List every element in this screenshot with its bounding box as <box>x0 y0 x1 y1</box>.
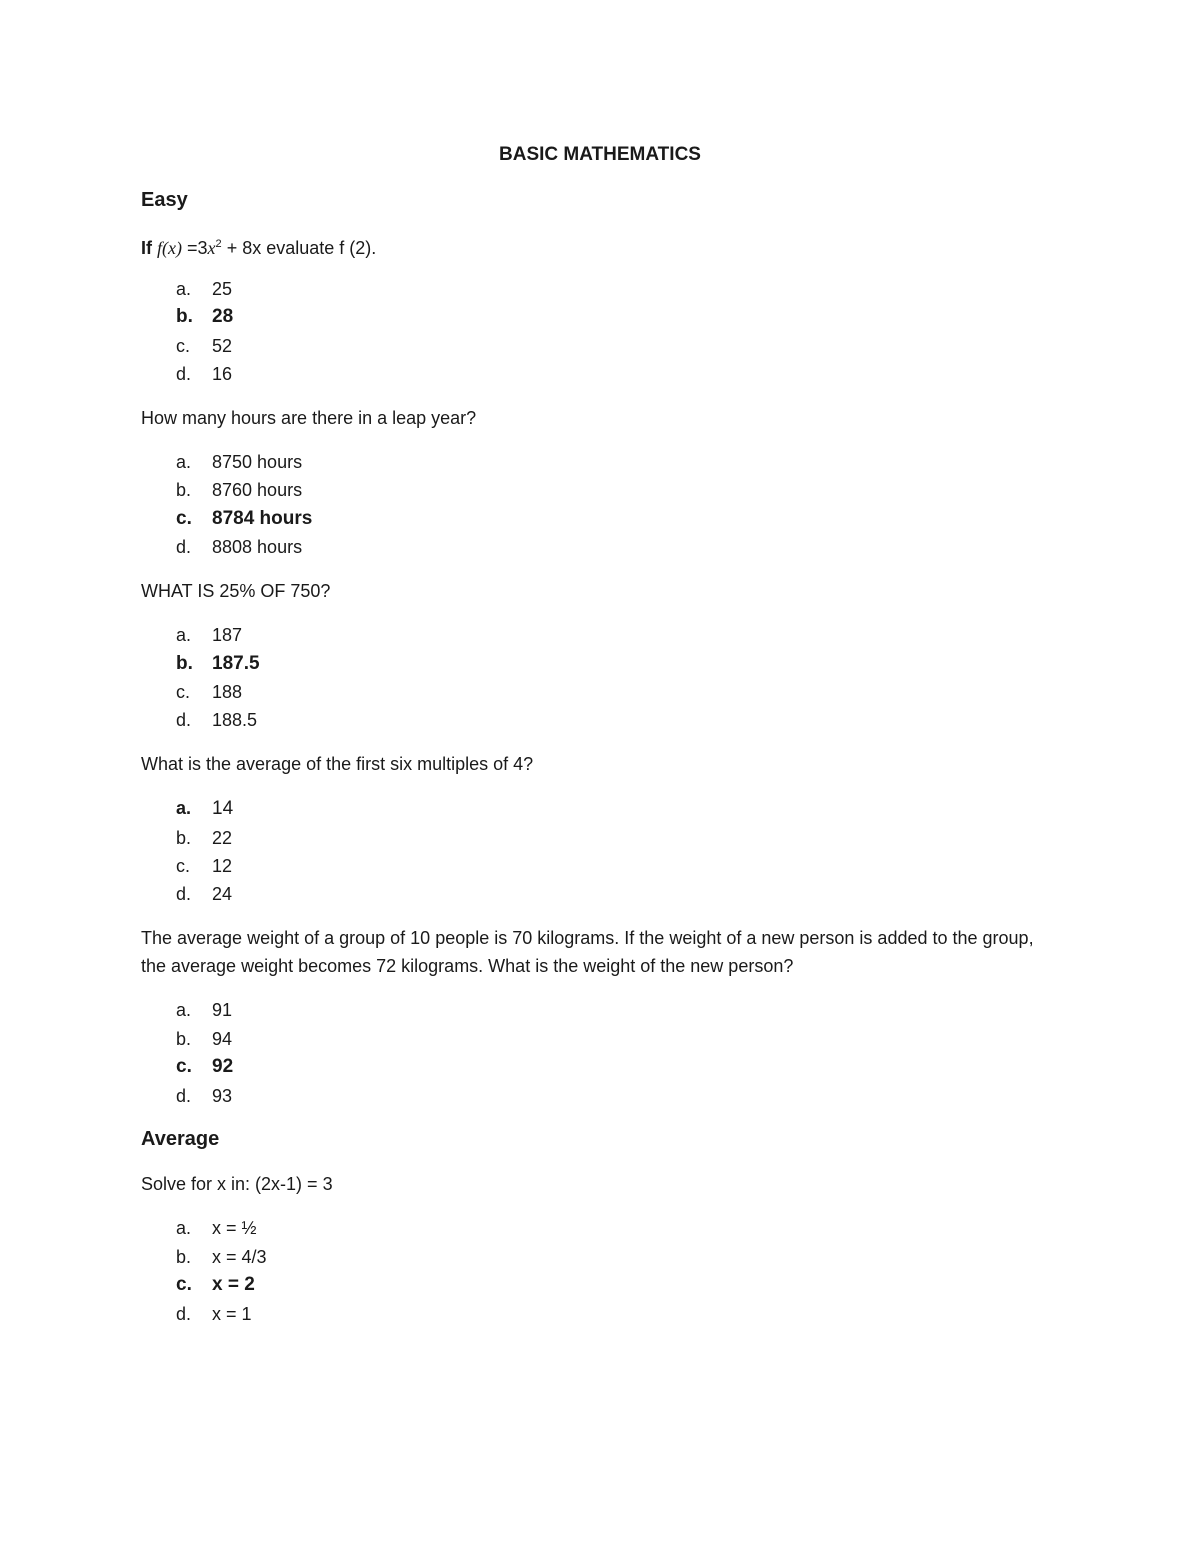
section-heading-average: Average <box>141 1128 220 1150</box>
option-label: d. <box>176 884 192 904</box>
question-4: What is the average of the first six multiples of 4? <box>141 754 534 774</box>
option-text: 8750 hours <box>212 452 303 472</box>
section-heading-easy: Easy <box>141 189 188 211</box>
option-label: d. <box>176 1086 192 1106</box>
option-q6-b <box>176 1243 267 1271</box>
option-q6-a <box>176 1214 257 1242</box>
option-text: 25 <box>212 279 233 299</box>
option-q3-d <box>176 706 257 734</box>
page-title: BASIC MATHEMATICS <box>499 144 701 165</box>
option-label: c. <box>176 856 191 876</box>
option-label: b. <box>176 306 193 327</box>
option-label: d. <box>176 364 192 384</box>
option-text: x = 4/3 <box>212 1247 267 1267</box>
option-text: x = ½ <box>212 1218 257 1238</box>
option-q5-a <box>176 996 232 1024</box>
option-label: c. <box>176 508 192 529</box>
question-1-function: f(x) <box>157 238 182 258</box>
option-text: 93 <box>212 1086 233 1106</box>
question-1-exponent: 2 <box>215 238 222 250</box>
option-label: b. <box>176 653 193 674</box>
question-1-rest: + 8x evaluate f (2). <box>226 238 377 258</box>
option-q1-b-correct <box>176 303 233 331</box>
option-text: 92 <box>212 1056 234 1077</box>
option-label: a. <box>176 1000 192 1020</box>
option-label: b. <box>176 828 192 848</box>
option-label: a. <box>176 798 192 818</box>
option-text: 8808 hours <box>212 537 303 557</box>
option-text: 8760 hours <box>212 480 303 500</box>
option-text: 187 <box>212 625 243 645</box>
option-label: c. <box>176 1056 192 1077</box>
option-q2-b <box>176 476 302 504</box>
option-text: 28 <box>212 306 234 327</box>
option-text: 8784 hours <box>212 508 313 529</box>
option-q2-d <box>176 533 302 561</box>
option-text: 14 <box>212 798 234 819</box>
option-q3-a <box>176 621 242 649</box>
option-label: d. <box>176 537 192 557</box>
option-text: 91 <box>212 1000 233 1020</box>
option-q4-c <box>176 852 232 880</box>
option-text: x = 1 <box>212 1304 252 1324</box>
option-text: x = 2 <box>212 1274 255 1295</box>
option-q4-b <box>176 824 232 852</box>
option-q1-a <box>176 275 232 303</box>
option-q6-c-correct <box>176 1271 255 1299</box>
option-label: a. <box>176 1218 192 1238</box>
option-label: b. <box>176 1029 192 1049</box>
option-label: a. <box>176 279 192 299</box>
question-2: How many hours are there in a leap year? <box>141 408 477 428</box>
question-1 <box>141 230 1061 262</box>
option-q6-d <box>176 1300 252 1328</box>
option-label: b. <box>176 480 192 500</box>
option-label: a. <box>176 625 192 645</box>
option-text: 24 <box>212 884 233 904</box>
option-label: c. <box>176 336 191 356</box>
option-q3-c <box>176 678 242 706</box>
option-q1-d <box>176 360 232 388</box>
option-q5-b <box>176 1025 232 1053</box>
option-q5-d <box>176 1082 232 1110</box>
option-label: b. <box>176 1247 192 1267</box>
option-label: c. <box>176 1274 192 1295</box>
question-3: WHAT IS 25% OF 750? <box>141 581 331 601</box>
option-q4-a-correct <box>176 794 233 823</box>
option-label: a. <box>176 452 192 472</box>
question-6: Solve for x in: (2x-1) = 3 <box>141 1174 333 1194</box>
option-q3-b-correct <box>176 650 260 678</box>
option-label: d. <box>176 1304 192 1324</box>
option-text: 94 <box>212 1029 233 1049</box>
option-text: 22 <box>212 828 233 848</box>
option-text: 188.5 <box>212 710 258 730</box>
option-q5-c-correct <box>176 1053 233 1081</box>
option-q2-a <box>176 448 302 476</box>
option-text: 16 <box>212 364 233 384</box>
option-q1-c <box>176 332 232 360</box>
question-1-equals: =3 <box>187 238 208 258</box>
option-text: 52 <box>212 336 233 356</box>
option-text: 188 <box>212 682 243 702</box>
option-q2-c-correct <box>176 505 312 533</box>
option-text: 187.5 <box>212 653 260 674</box>
option-q4-d <box>176 880 232 908</box>
question-1-variable: x <box>207 238 216 258</box>
question-1-prefix: If <box>141 238 152 258</box>
question-5: The average weight of a group of 10 people is 70 kilograms. If the weight of a new person is added to the group, the average weight becomes 72 kilograms. What is the weight of the new person? <box>141 928 1034 976</box>
option-text: 12 <box>212 856 233 876</box>
option-label: d. <box>176 710 192 730</box>
option-label: c. <box>176 682 191 702</box>
